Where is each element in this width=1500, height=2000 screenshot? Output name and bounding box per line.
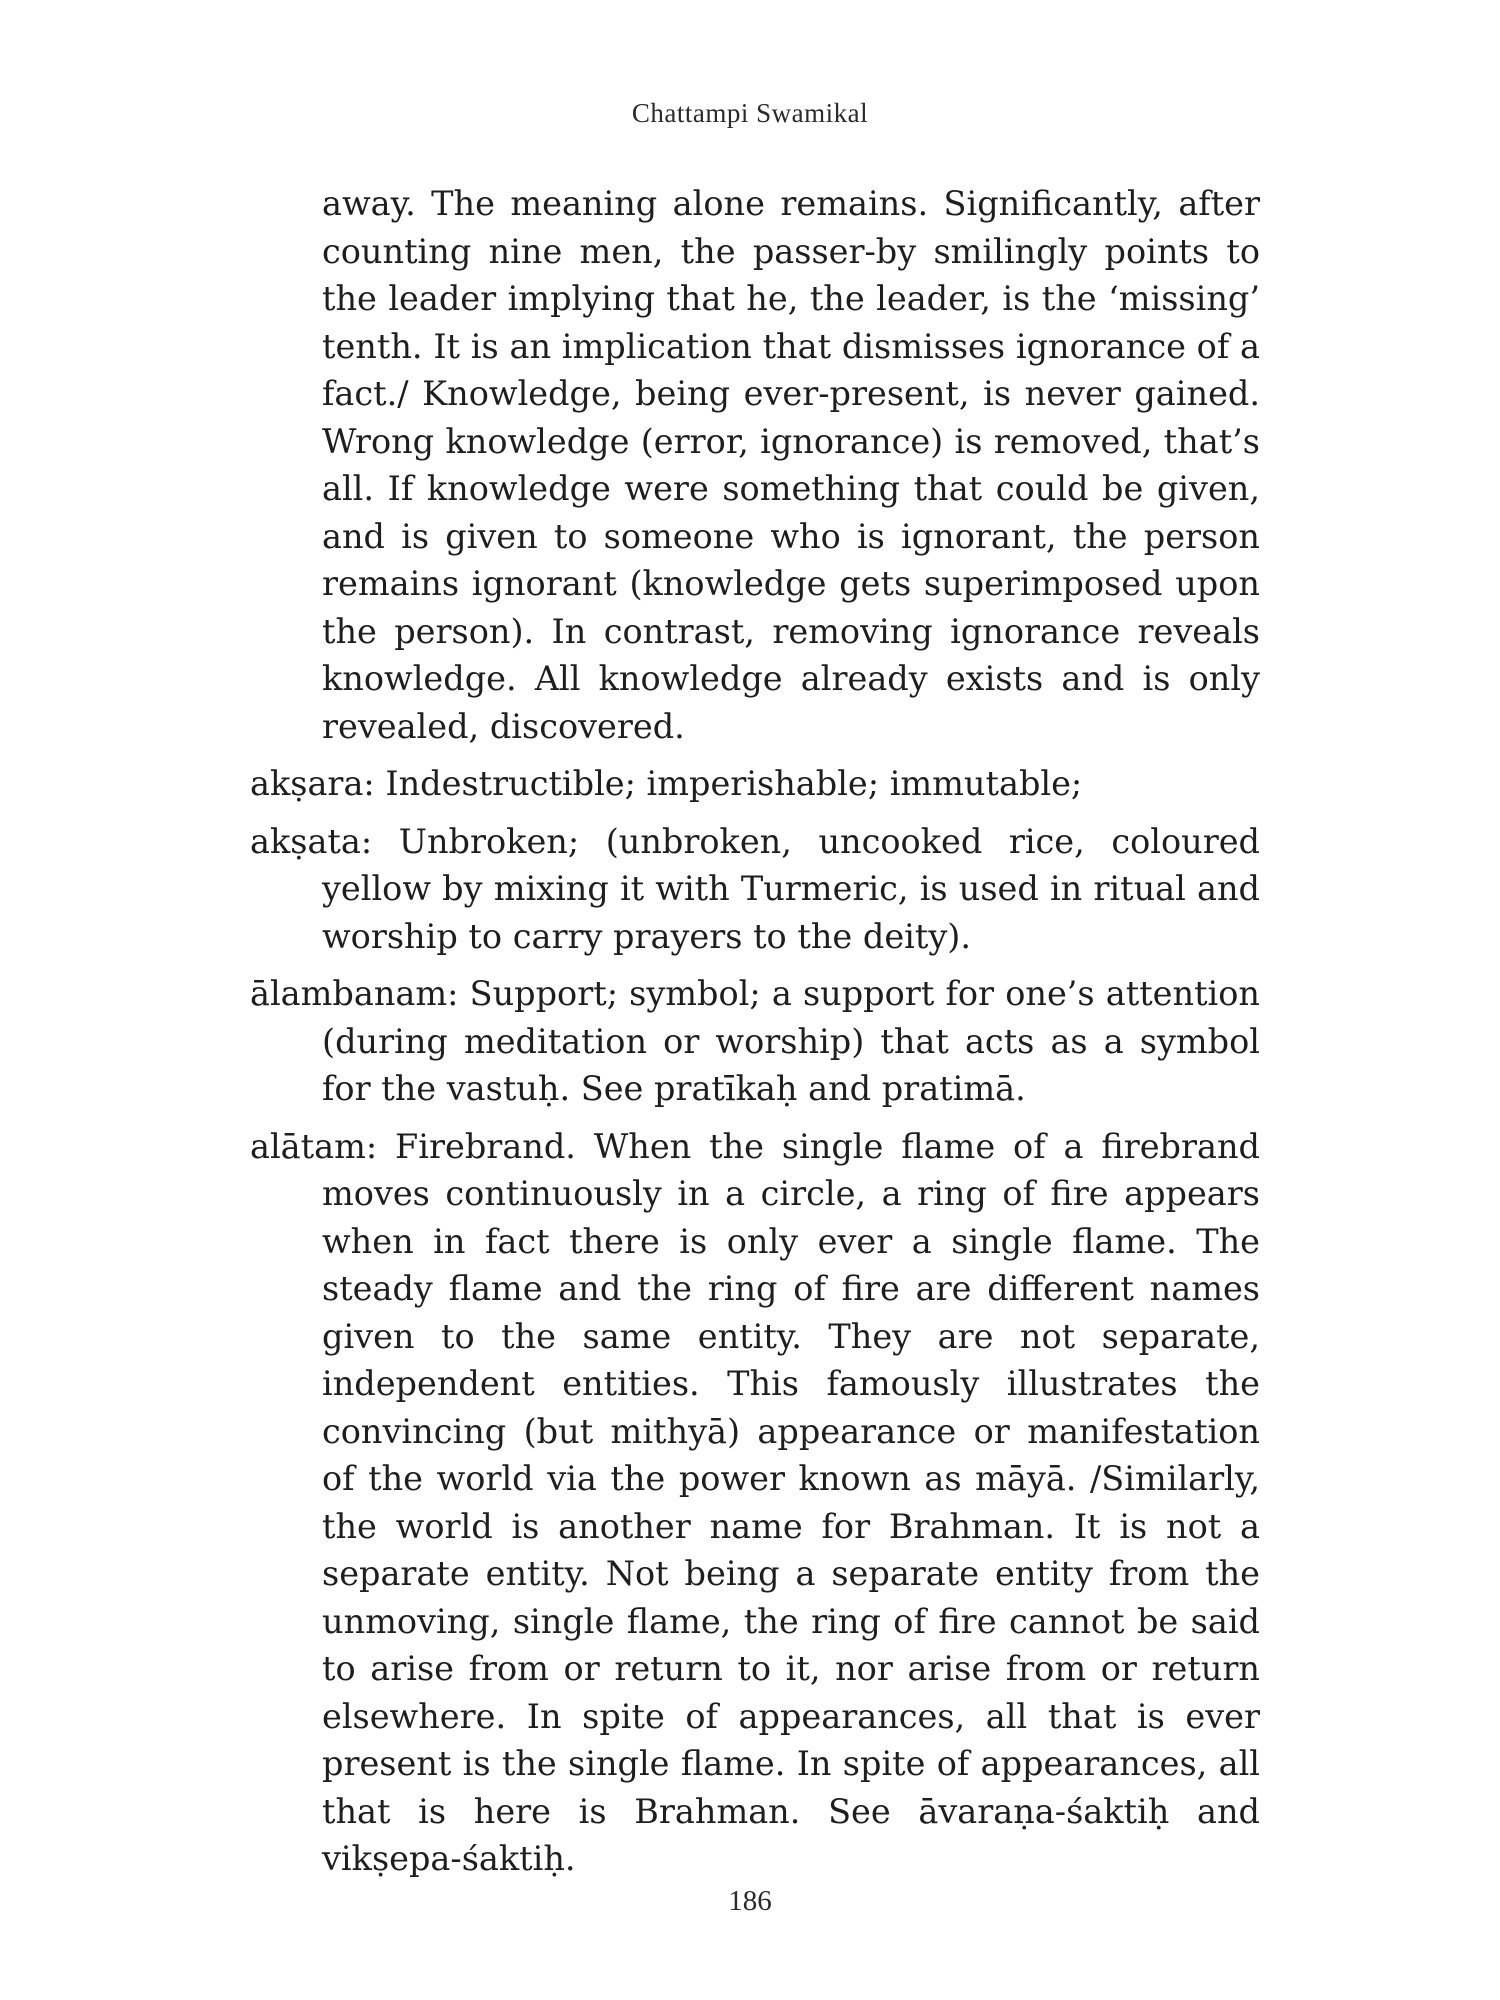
glossary-entry-aksata <box>250 818 1260 961</box>
entry-term: akṣata: <box>250 821 373 861</box>
continued-paragraph: away. The meaning alone remains. Significantly, after counting nine men, the passer-by smilingly points to the leader implying that he, the leader, is the ‘missing’ tenth. It is an implication that dismisses ignorance of a fact./ Knowledge, being ever-present, is never gained. Wrong knowledge (error, ignorance) is removed, that’s all. If knowledge were something that could be given, and is given to someone who is ignorant, the person remains ignorant (knowledge gets superimposed upon the person). In contrast, removing ignorance reveals knowledge. All knowledge already exists and is only revealed, discovered. <box>322 184 1260 746</box>
glossary-entry-alatam <box>250 1123 1260 1883</box>
entry-term: alātam: <box>250 1126 378 1166</box>
entry-term: ālambanam: <box>250 974 459 1013</box>
entry-definition: Unbroken; (unbroken, uncooked rice, coloured yellow by mixing it with Turmeric, is used in ritual and worship to carry prayers to the deity). <box>322 821 1261 956</box>
entry-definition: Firebrand. When the single flame of a firebrand moves continuously in a circle, a ring of fire appears when in fact there is only ever a single flame. The steady flame and the ring of fire are different names given to the same entity. They are not separate, independent entities. This famously illustrates the convincing (but mithyā) appearance or manifestation of the world via the power known as māyā. /Similarly, the world is another name for Brahman. It is not a separate entity. Not being a separate entity from the unmoving, single flame, the ring of fire cannot be said to arise from or return to it, nor arise from or return elsewhere. In spite of appearances, all that is ever present is the single flame. In spite of appearances, all that is here is Brahman. See āvaraṇa-śaktiḥ and vikṣepa-śaktiḥ. <box>322 1126 1260 1878</box>
running-head: Chattampi Swamikal <box>631 98 869 128</box>
entry-term: akṣara: <box>250 764 375 803</box>
glossary-entry-aksara <box>250 760 1260 808</box>
glossary-entry-alambanam <box>250 970 1260 1113</box>
entry-definition: Indestructible; imperishable; immutable; <box>385 764 1083 803</box>
entry-definition: Support; symbol; a support for one’s attention (during meditation or worship) that acts as a symbol for the vastuḥ. See pratīkaḥ and pratimā. <box>322 974 1261 1108</box>
page-number: 186 <box>728 1885 772 1917</box>
glossary-text <box>250 180 1260 1893</box>
